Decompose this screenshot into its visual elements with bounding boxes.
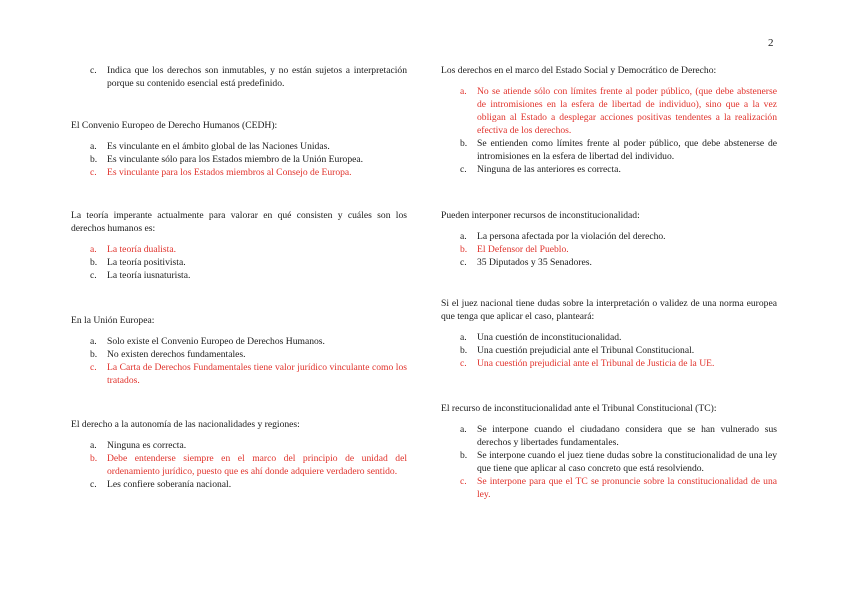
option-text: Es vinculante para los Estados miembros al Consejo de Europa. — [107, 167, 352, 178]
option-text: Una cuestión prejudicial ante el Tribunal Constitucional. — [477, 345, 695, 356]
option-letter: a. — [90, 141, 97, 152]
option-b — [441, 449, 777, 475]
option-c — [441, 256, 777, 269]
option-letter: a. — [90, 336, 97, 347]
option-text: Les confiere soberanía nacional. — [107, 479, 232, 490]
option-a-correct — [71, 243, 407, 256]
question-autonomia — [71, 418, 407, 491]
option-text: Una cuestión prejudicial ante el Tribunal de Justicia de la UE. — [477, 358, 715, 369]
option-c — [441, 163, 777, 176]
option-text: Es vinculante sólo para los Estados miembro de la Unión Europea. — [107, 154, 364, 165]
option-c-correct — [71, 361, 407, 387]
option-b-correct — [71, 452, 407, 478]
option-letter: c. — [460, 358, 467, 369]
options — [71, 335, 407, 387]
option-text: Se interpone cuando el juez tiene dudas sobre la constitucionalidad de una ley que tiene que aplicar al caso concreto que está resolviendo. — [477, 450, 777, 474]
question-estado-social — [441, 64, 777, 176]
option-b — [441, 137, 777, 163]
option-letter: a. — [460, 231, 467, 242]
option-letter: b. — [90, 154, 98, 165]
option-c — [71, 269, 407, 282]
options — [441, 85, 777, 176]
question-0-tail — [71, 64, 407, 90]
option-text: Debe entenderse siempre en el marco del principio de unidad del ordenamiento jurídico, puesto que es ahí donde adquiere verdadero sentido. — [107, 453, 407, 477]
option-letter: a. — [460, 86, 467, 97]
option-letter: b. — [90, 349, 98, 360]
option-text: Se interpone para que el TC se pronuncie sobre la constitucionalidad de una ley. — [477, 476, 777, 500]
option-text: Ninguna es correcta. — [107, 440, 187, 451]
option-c-correct — [441, 475, 777, 501]
question-recursos — [441, 209, 777, 269]
question-stem: Si el juez nacional tiene dudas sobre la interpretación o validez de una norma europea que tenga que aplicar el caso, planteará: — [441, 298, 777, 322]
option-letter: a. — [460, 332, 467, 343]
option-c — [71, 64, 407, 90]
option-b — [71, 256, 407, 269]
options — [441, 331, 777, 370]
options — [71, 439, 407, 491]
option-letter: c. — [90, 362, 97, 373]
option-c-correct — [441, 357, 777, 370]
question-stem: En la Unión Europea: — [71, 315, 155, 326]
option-text: No existen derechos fundamentales. — [107, 349, 246, 360]
option-text: 35 Diputados y 35 Senadores. — [477, 257, 592, 268]
option-letter: c. — [460, 257, 467, 268]
question-teoria — [71, 209, 407, 282]
option-letter: a. — [90, 440, 97, 451]
option-letter: a. — [90, 244, 97, 255]
question-stem: El derecho a la autonomía de las nacionalidades y regiones: — [71, 419, 300, 430]
option-text: Una cuestión de inconstitucionalidad. — [477, 332, 622, 343]
question-recurso-tc — [441, 402, 777, 501]
question-ue — [71, 314, 407, 387]
option-a — [441, 230, 777, 243]
option-letter: c. — [90, 65, 97, 76]
question-stem: Los derechos en el marco del Estado Social y Democrático de Derecho: — [441, 65, 717, 76]
options — [71, 243, 407, 282]
option-text: Ninguna de las anteriores es correcta. — [477, 164, 621, 175]
option-b — [71, 153, 407, 166]
option-letter: b. — [90, 257, 98, 268]
question-cedh — [71, 119, 407, 179]
option-text: No se atiende sólo con límites frente al poder público, (que debe abstenerse de intromisiones en la esfera de libertad de individuo), sino que a la vez obligan al Estado a desplegar acciones positivas tendentes a la realización efectiva de los derechos. — [477, 86, 777, 136]
options — [441, 423, 777, 501]
option-text: Se interpone cuando el ciudadano considera que se han vulnerado sus derechos y libertades fundamentales. — [477, 424, 777, 448]
option-letter: c. — [460, 476, 467, 487]
option-text: La teoría positivista. — [107, 257, 186, 268]
page-number: 2 — [768, 37, 774, 49]
option-text: La Carta de Derechos Fundamentales tiene valor jurídico vinculante como los tratados. — [107, 362, 407, 386]
question-stem: El Convenio Europeo de Derecho Humanos (CEDH): — [71, 120, 278, 131]
question-stem: La teoría imperante actualmente para valorar en qué consisten y cuáles son los derechos humanos es: — [71, 210, 407, 234]
option-a-correct — [441, 85, 777, 137]
option-letter: b. — [460, 244, 468, 255]
options — [441, 230, 777, 269]
option-a — [441, 331, 777, 344]
option-text: La teoría dualista. — [107, 244, 176, 255]
option-letter: b. — [460, 345, 468, 356]
question-stem: Pueden interponer recursos de inconstitucionalidad: — [441, 210, 640, 221]
option-letter: c. — [90, 479, 97, 490]
option-letter: b. — [90, 453, 98, 464]
option-text: La persona afectada por la violación del derecho. — [477, 231, 666, 242]
option-letter: c. — [460, 164, 467, 175]
option-text: Indica que los derechos son inmutables, y no están sujetos a interpretación porque su contenido esencial está predefinido. — [107, 65, 407, 89]
option-letter: b. — [460, 138, 468, 149]
option-a — [441, 423, 777, 449]
option-a — [71, 140, 407, 153]
option-letter: c. — [90, 270, 97, 281]
option-text: La teoría iusnaturista. — [107, 270, 191, 281]
option-letter: c. — [90, 167, 97, 178]
option-text: Se entienden como límites frente al poder público, que debe abstenerse de intromisiones en la esfera de libertad del individuo. — [477, 138, 777, 162]
options — [71, 140, 407, 179]
option-b — [71, 348, 407, 361]
option-b — [441, 344, 777, 357]
option-b-correct — [441, 243, 777, 256]
option-text: Solo existe el Convenio Europeo de Derechos Humanos. — [107, 336, 325, 347]
option-c-correct — [71, 166, 407, 179]
question-stem: El recurso de inconstitucionalidad ante el Tribunal Constitucional (TC): — [441, 403, 717, 414]
option-a — [71, 439, 407, 452]
question-juez-nacional — [441, 297, 777, 370]
option-text: El Defensor del Pueblo. — [477, 244, 569, 255]
options — [71, 64, 407, 90]
option-a — [71, 335, 407, 348]
option-text: Es vinculante en el ámbito global de las Naciones Unidas. — [107, 141, 330, 152]
option-c — [71, 478, 407, 491]
option-letter: b. — [460, 450, 468, 461]
option-letter: a. — [460, 424, 467, 435]
